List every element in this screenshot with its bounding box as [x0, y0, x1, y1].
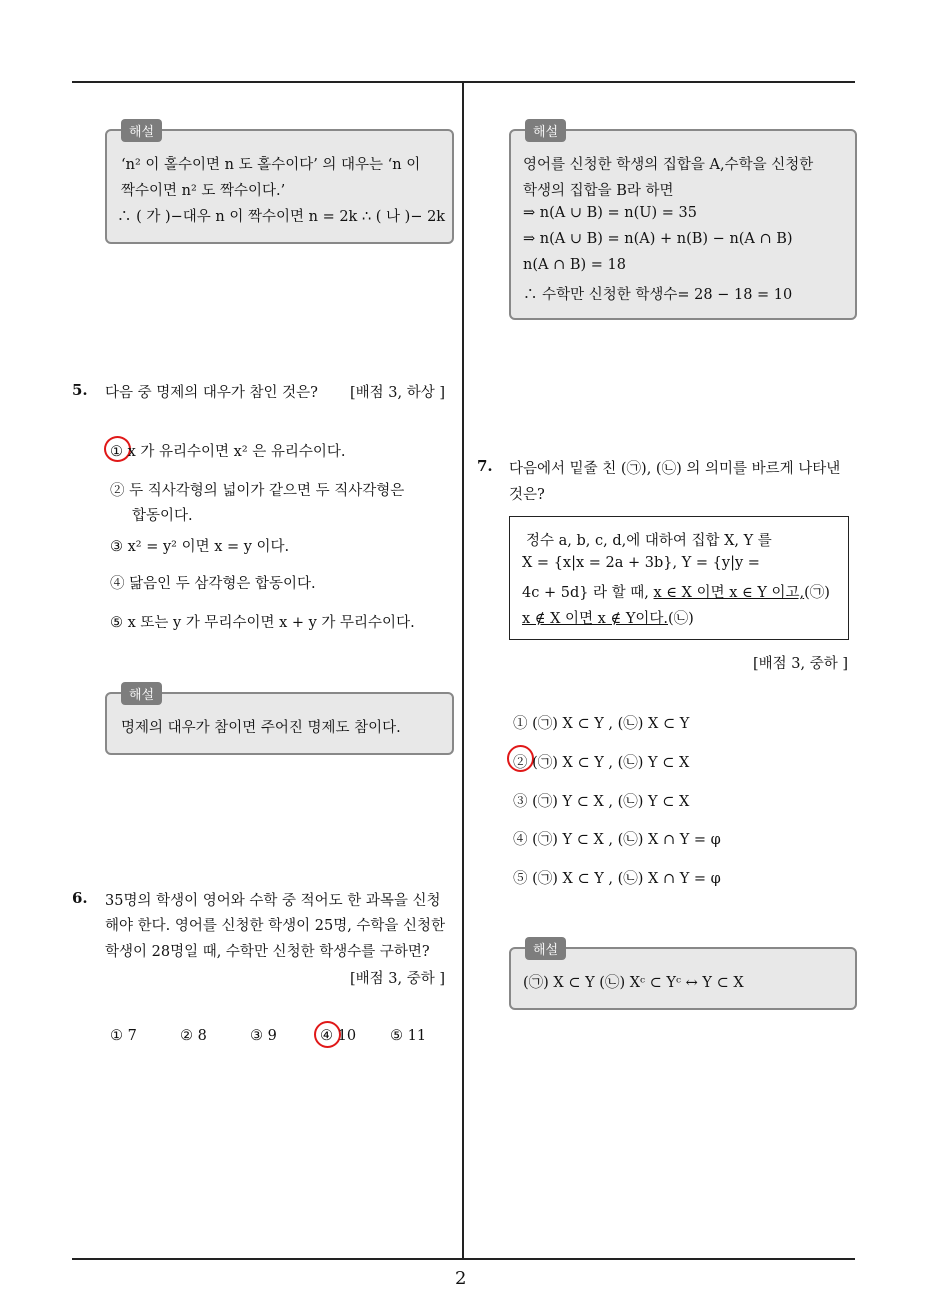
question-7-line: 다음에서 밑줄 친 (㉠), (㉡) 의 의미를 바르게 나타낸 — [509, 461, 841, 477]
explanation-tag: 해설 — [121, 119, 162, 142]
option-5-4[interactable]: ④ 닮음인 두 삼각형은 합동이다. — [110, 576, 316, 592]
condition-line: 정수 a, b, c, d,에 대하여 집합 X, Y 를 — [526, 533, 772, 549]
question-5-score: [배점 3, 하상 ] — [350, 385, 446, 401]
question-6-score: [배점 3, 중하 ] — [350, 971, 446, 987]
explanation-line: 명제의 대우가 참이면 주어진 명제도 참이다. — [121, 720, 401, 736]
question-6-line: 학생이 28명일 때, 수학만 신청한 학생수를 구하면? — [105, 944, 430, 960]
explanation-line: n(A ∩ B) = 18 — [523, 257, 626, 273]
explanation-line: ⇒ n(A ∪ B) = n(A) + n(B) − n(A ∩ B) — [523, 231, 793, 247]
question-7-line: 것은? — [509, 487, 545, 503]
condition-frame — [509, 516, 849, 640]
explanation-line: 학생의 집합을 B라 하면 — [523, 183, 674, 199]
question-5-text: 다음 중 명제의 대우가 참인 것은? — [105, 385, 318, 401]
option-7-5[interactable]: ⑤ (㉠) X ⊂ Y , (㉡) X ∩ Y = φ — [513, 871, 721, 887]
option-7-2[interactable]: ② (㉠) X ⊂ Y , (㉡) Y ⊂ X — [513, 755, 690, 771]
question-6-line: 해야 한다. 영어를 신청한 학생이 25명, 수학을 신청한 — [105, 918, 446, 934]
bottom-rule — [72, 1258, 855, 1260]
question-6-number: 6. — [72, 889, 88, 907]
explanation-line: ∴ ( 가 )−대우 n 이 짝수이면 n = 2k ∴ ( 나 )− 2k — [117, 209, 446, 225]
explanation-line: ‘n² 이 홀수이면 n 도 홀수이다’ 의 대우는 ‘n 이 — [121, 157, 421, 173]
condition-line: x ∉ X 이면 x ∉ Y이다.(㉡) — [522, 611, 694, 627]
option-5-5[interactable]: ⑤ x 또는 y 가 무리수이면 x + y 가 무리수이다. — [110, 615, 415, 631]
explanation-box-7 — [509, 943, 857, 1010]
explanation-tag: 해설 — [121, 682, 162, 705]
option-7-4[interactable]: ④ (㉠) Y ⊂ X , (㉡) X ∩ Y = φ — [513, 832, 721, 848]
option-5-3[interactable]: ③ x² = y² 이면 x = y 이다. — [110, 539, 290, 555]
explanation-line: ⇒ n(A ∪ B) = n(U) = 35 — [523, 205, 697, 221]
option-6-2[interactable]: ② 8 — [180, 1028, 207, 1044]
column-divider — [462, 81, 464, 1259]
question-7-score: [배점 3, 중하 ] — [753, 656, 849, 672]
question-6-line: 35명의 학생이 영어와 수학 중 적어도 한 과목을 신청 — [105, 893, 441, 909]
option-6-1[interactable]: ① 7 — [110, 1028, 137, 1044]
explanation-line: 영어를 신청한 학생의 집합을 A,수학을 신청한 — [523, 157, 814, 173]
option-7-3[interactable]: ③ (㉠) Y ⊂ X , (㉡) Y ⊂ X — [513, 794, 690, 810]
condition-line: 4c + 5d} 라 할 때, x ∈ X 이면 x ∈ Y 이고,(㉠) — [522, 585, 830, 601]
explanation-tag: 해설 — [525, 119, 566, 142]
option-6-4[interactable]: ④ 10 — [320, 1028, 357, 1044]
condition-line: X = {x|x = 2a + 3b}, Y = {y|y = — [522, 555, 760, 571]
page-number: 2 — [455, 1268, 467, 1289]
option-6-5[interactable]: ⑤ 11 — [390, 1028, 427, 1044]
underline-a: x ∈ X 이면 x ∈ Y 이고, — [653, 585, 805, 601]
explanation-line: 짝수이면 n² 도 짝수이다.’ — [121, 183, 286, 199]
explanation-box-6 — [509, 125, 857, 320]
option-5-2[interactable]: ② 두 직사각형의 넓이가 같으면 두 직사각형은 — [110, 483, 405, 499]
option-7-1[interactable]: ① (㉠) X ⊂ Y , (㉡) X ⊂ Y — [513, 716, 690, 732]
underline-b: x ∉ X 이면 x ∉ Y이다. — [522, 611, 669, 627]
explanation-line: (㉠) X ⊂ Y (㉡) Xᶜ ⊂ Yᶜ ↔ Y ⊂ X — [523, 975, 744, 991]
option-5-2-cont: 합동이다. — [132, 508, 193, 524]
explanation-box-4 — [105, 125, 454, 244]
question-5-number: 5. — [72, 381, 88, 399]
explanation-box-5 — [105, 688, 454, 755]
explanation-tag: 해설 — [525, 937, 566, 960]
top-rule — [72, 81, 855, 83]
option-6-3[interactable]: ③ 9 — [250, 1028, 277, 1044]
explanation-line: ∴ 수학만 신청한 학생수= 28 − 18 = 10 — [523, 287, 793, 303]
question-7-number: 7. — [477, 457, 493, 475]
option-5-1[interactable]: ① x 가 유리수이면 x² 은 유리수이다. — [110, 444, 346, 460]
